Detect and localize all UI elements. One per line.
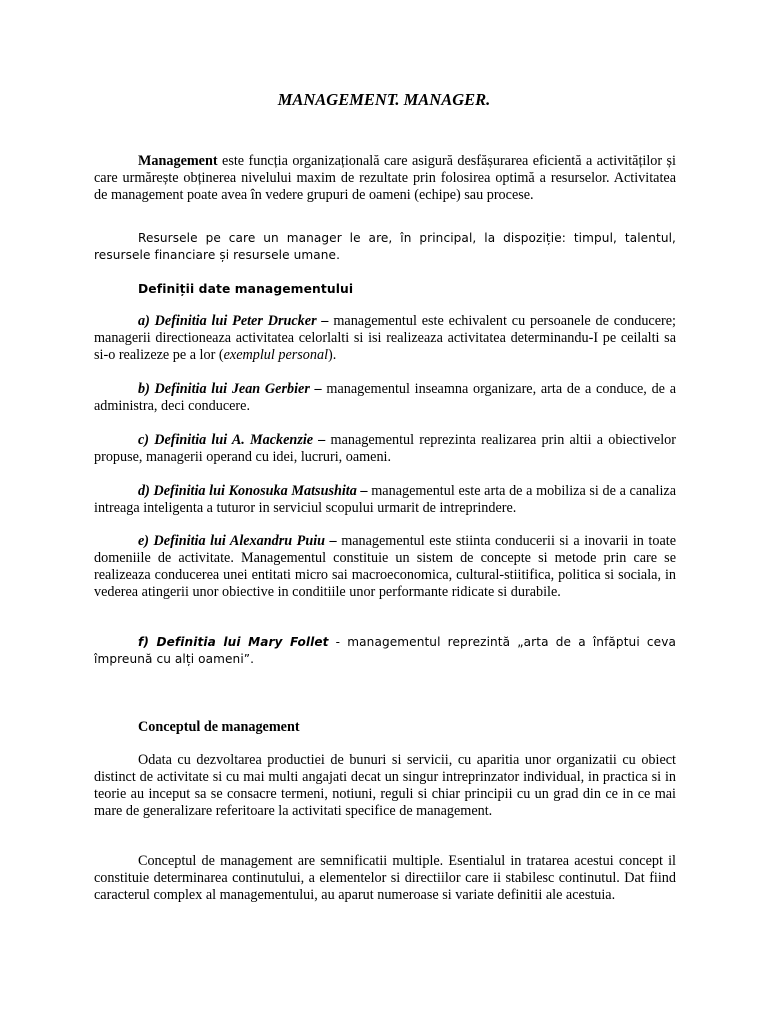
definition-f-lead: f) Definitia lui Mary Follet bbox=[138, 635, 329, 649]
definition-b-text: managementul inseamna organizare, arta de a conduce, de a administra, deci conducere. bbox=[94, 381, 677, 414]
definition-a-tail: ). bbox=[328, 347, 337, 363]
definition-a-lead: a) Definitia lui Peter Drucker – bbox=[138, 313, 329, 329]
definition-b-lead: b) Definitia lui Jean Gerbier – bbox=[138, 381, 322, 397]
definition-b bbox=[94, 381, 676, 415]
intro-term: Management bbox=[138, 153, 218, 169]
intro-text: este funcția organizațională care asigură desfășurarea eficientă a activităților și care urmărește obținerea nivelului maxim de rezultate prin folosirea optimă a resurselor. Activitatea de management poate avea în vedere grupuri de oameni (echipe) sau procese. bbox=[94, 153, 676, 203]
definition-d bbox=[94, 483, 676, 517]
intro-paragraph bbox=[94, 153, 676, 204]
definition-a-emphasis: exemplul personal bbox=[223, 347, 329, 363]
definition-e bbox=[94, 533, 676, 601]
definition-a bbox=[94, 313, 676, 364]
concept-paragraph-1: Odata cu dezvoltarea productiei de bunuri si servicii, cu aparitia unor organizatii cu obiect distinct de activitate si cu mai multi angajati decat un singur intreprinzator individual, in practica si in teorie au inceput sa se consacre termeni, notiuni, reguli si chiar principii cu un grad din ce in ce mai mare de generalizare referitoare la activitati specifice de management. bbox=[94, 752, 676, 819]
definition-e-lead: e) Definitia lui Alexandru Puiu – bbox=[138, 533, 337, 549]
definition-d-lead: d) Definitia lui Konosuka Matsushita – bbox=[138, 483, 368, 499]
definition-f-text: - managementul reprezintă „arta de a înfăptui ceva împreună cu alți oameni”. bbox=[94, 635, 676, 666]
page-title: MANAGEMENT. MANAGER. bbox=[277, 90, 491, 109]
definition-c-text: managementul reprezinta realizarea prin altii a obiectivelor propuse, managerii operand cu idei, lucruri, oameni. bbox=[94, 432, 676, 465]
definition-d-text: managementul este arta de a mobiliza si de a canaliza intreaga inteligenta a tuturor in serviciul scopului urmarit de intreprindere. bbox=[94, 483, 677, 516]
definition-f bbox=[94, 634, 676, 668]
definition-e-text: managementul este stiinta conducerii si a inovarii in toate domeniile de activitate. Managementul constituie un sistem de concepte si metode prin care se realizeaza conducerea unei entitati micro sai macroeconomica, cultural-stiitifica, politica si sociala, in vederea atingerii unor obiective in conditiile unor performante ridicate si durabile. bbox=[94, 533, 676, 600]
concept-heading: Conceptul de management bbox=[138, 719, 300, 735]
definition-c bbox=[94, 432, 676, 466]
definitions-heading: Definiții date managementului bbox=[138, 282, 354, 296]
concept-paragraph-2: Conceptul de management are semnificatii multiple. Esentialul in tratarea acestui concept il constituie determinarea continutului, a elementelor si directiilor care ii stabilesc continutul. Dat fiind caracterul complex al managementului, au aparut numeroase si variate definitii ale acestuia. bbox=[94, 853, 676, 903]
definition-a-text: managementul este echivalent cu persoanele de conducere; managerii directioneaza activitatea celorlalti si isi realizeaza activitatea determinandu-I pe ceilalti sa si-o realizeze pe a lor ( bbox=[94, 313, 676, 363]
resources-paragraph: Resursele pe care un manager le are, în principal, la dispoziție: timpul, talentul, resursele financiare și resursele umane. bbox=[94, 231, 676, 262]
definition-c-lead: c) Definitia lui A. Mackenzie – bbox=[138, 432, 326, 448]
